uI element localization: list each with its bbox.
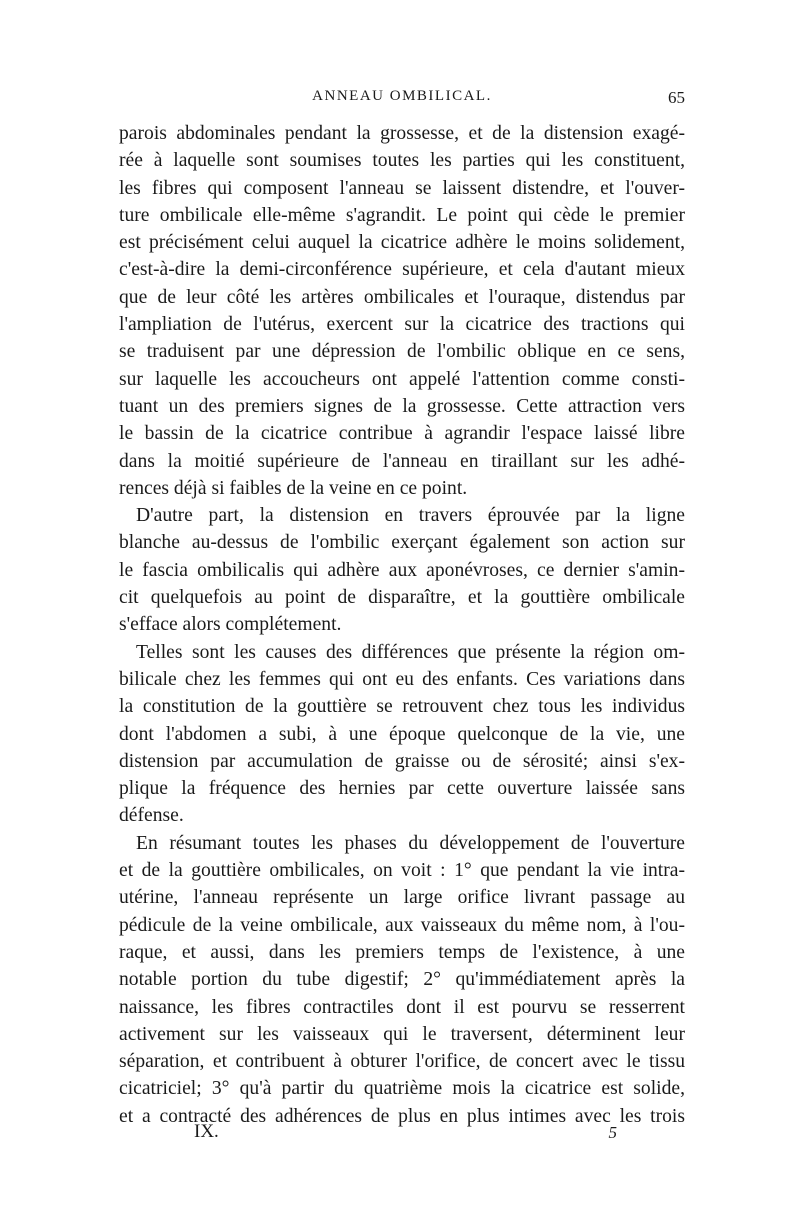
text-line: sur laquelle les accoucheurs ont appelé l'attention comme consti- [119, 368, 685, 390]
text-line: cit quelquefois au point de disparaître, et la gouttière ombilicale [119, 587, 685, 609]
page-footer [119, 1121, 685, 1151]
text-line: rée à laquelle sont soumises toutes les parties qui les constituent, [119, 150, 685, 172]
text-line: notable portion du tube digestif; 2° qu'immédiatement après la [119, 969, 685, 991]
text-line: dont l'abdomen a subi, à une époque quelconque de la vie, une [119, 723, 685, 745]
text-line: bilicale chez les femmes qui ont eu des enfants. Ces variations dans [119, 668, 685, 690]
running-title: ANNEAU OMBILICAL. [312, 88, 492, 104]
paragraph-first-line: En résumant toutes les phases du développement de l'ouverture [136, 832, 685, 854]
text-line: dans la moitié supérieure de l'anneau en tiraillant sur les adhé- [119, 450, 685, 472]
text-line: se traduisent par une dépression de l'ombilic oblique en ce sens, [119, 341, 685, 363]
running-header [119, 88, 685, 114]
paragraph-first-line: D'autre part, la distension en travers éprouvée par la ligne [136, 505, 685, 527]
text-line: s'efface alors complétement. [119, 614, 342, 636]
text-line: et de la gouttière ombilicales, on voit : 1° que pendant la vie intra- [119, 860, 685, 882]
text-line: est précisément celui auquel la cicatrice adhère le moins solidement, [119, 232, 685, 254]
text-line: le fascia ombilicalis qui adhère aux aponévroses, ce dernier s'amin- [119, 559, 685, 581]
text-line: c'est-à-dire la demi-circonférence supérieure, et cela d'autant mieux [119, 259, 685, 281]
page-number: 65 [668, 88, 685, 107]
text-line: distension par accumulation de graisse ou de sérosité; ainsi s'ex- [119, 750, 685, 772]
body-text [119, 120, 685, 1130]
text-line: séparation, et contribuent à obturer l'orifice, de concert avec le tissu [119, 1051, 685, 1073]
text-line: l'ampliation de l'utérus, exercent sur la cicatrice des tractions qui [119, 314, 685, 336]
signature-number: 5 [608, 1123, 617, 1142]
text-line: ture ombilicale elle-même s'agrandit. Le point qui cède le premier [119, 204, 685, 226]
signature-mark: IX. [194, 1121, 219, 1142]
text-line: les fibres qui composent l'anneau se laissent distendre, et l'ouver- [119, 177, 685, 199]
text-line: rences déjà si faibles de la veine en ce point. [119, 477, 468, 499]
text-line: que de leur côté les artères ombilicales et l'ouraque, distendus par [119, 286, 685, 308]
text-line: cicatriciel; 3° qu'à partir du quatrième mois la cicatrice est solide, [119, 1078, 685, 1100]
text-line: plique la fréquence des hernies par cette ouverture laissée sans [119, 778, 685, 800]
text-line: tuant un des premiers signes de la grossesse. Cette attraction vers [119, 395, 685, 417]
text-line: la constitution de la gouttière se retrouvent chez tous les individus [119, 696, 685, 718]
text-line: parois abdominales pendant la grossesse, et de la distension exagé- [119, 123, 685, 144]
text-line: blanche au-dessus de l'ombilic exerçant également son action sur [119, 532, 685, 554]
text-line: naissance, les fibres contractiles dont il est pourvu se resserrent [119, 996, 685, 1018]
text-line: et a contracté des adhérences de plus en plus intimes avec les trois [119, 1105, 685, 1127]
text-line: le bassin de la cicatrice contribue à agrandir l'espace laissé libre [119, 423, 685, 445]
paragraph-first-line: Telles sont les causes des différences que présente la région om- [136, 641, 685, 663]
text-line: pédicule de la veine ombilicale, aux vaisseaux du même nom, à l'ou- [119, 914, 685, 936]
text-line: raque, et aussi, dans les premiers temps de l'existence, à une [119, 941, 685, 963]
text-line: activement sur les vaisseaux qui le traversent, déterminent leur [119, 1023, 685, 1045]
text-line: défense. [119, 805, 184, 827]
text-line: utérine, l'anneau représente un large orifice livrant passage au [119, 887, 685, 909]
